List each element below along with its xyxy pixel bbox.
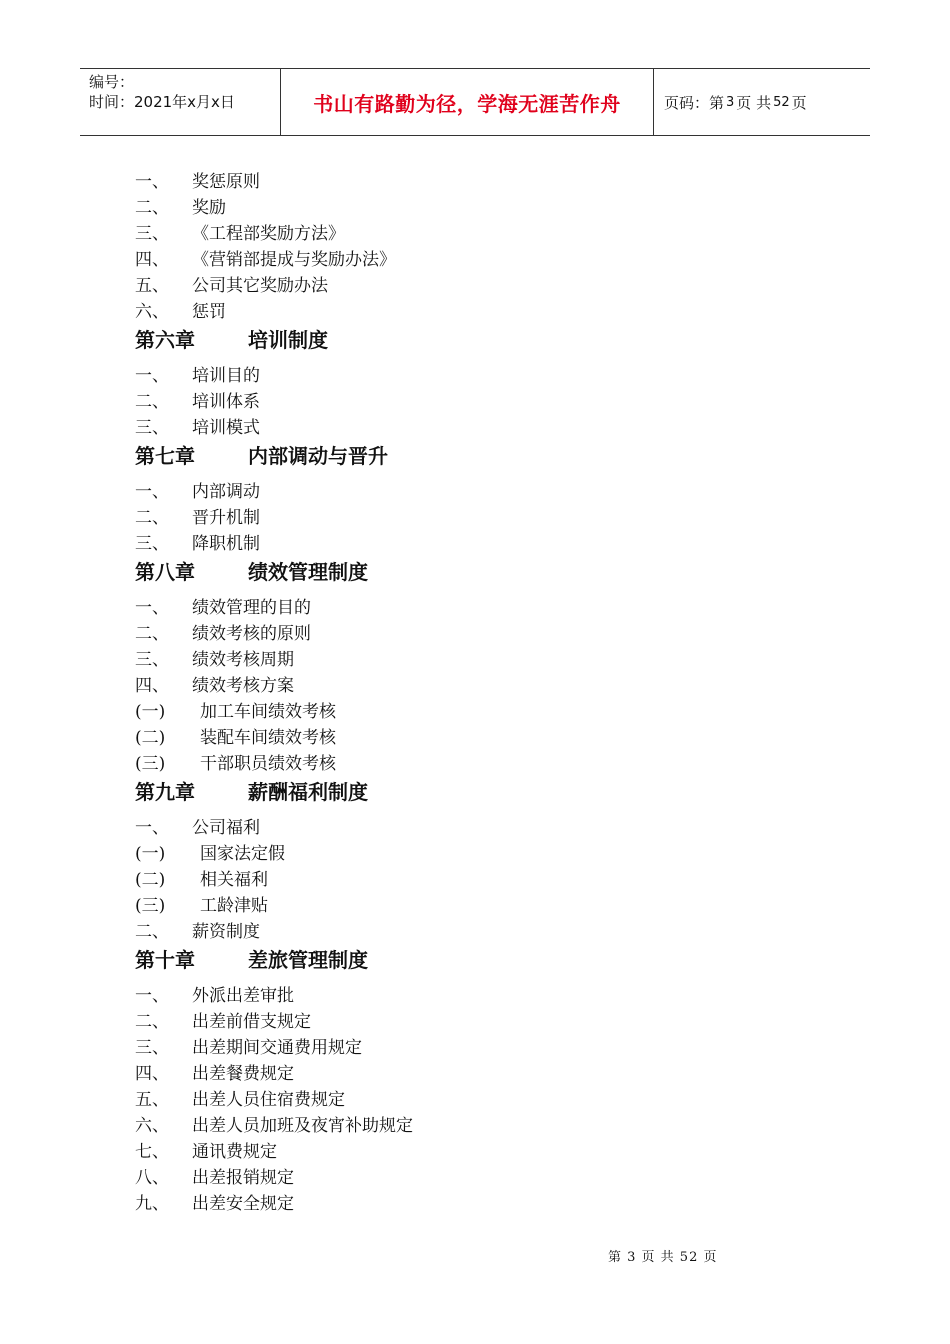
item-marker: (二): [135, 870, 166, 890]
item-marker: 四、: [135, 250, 169, 270]
item-marker: 六、: [135, 1116, 169, 1136]
item-marker: 一、: [135, 172, 169, 192]
item-text: 出差报销规定: [192, 1168, 294, 1188]
item-text: 薪资制度: [192, 922, 260, 942]
toc-item: [135, 273, 835, 299]
toc-item: [135, 595, 835, 621]
header-page-cell: [654, 69, 870, 135]
toc-subitem: [135, 725, 835, 751]
item-marker: (三): [135, 896, 166, 916]
toc-item: [135, 1035, 835, 1061]
item-text: 绩效考核方案: [192, 676, 294, 696]
toc-subitem: [135, 699, 835, 725]
toc-item: [135, 647, 835, 673]
page-number: 3: [726, 94, 735, 110]
chapter-title: 薪酬福利制度: [248, 780, 368, 804]
toc-item: [135, 299, 835, 325]
toc-item: [135, 983, 835, 1009]
item-marker: 八、: [135, 1168, 169, 1188]
toc-item: [135, 1113, 835, 1139]
item-text: 《工程部奖励方法》: [192, 224, 345, 244]
toc-item: [135, 479, 835, 505]
item-marker: 七、: [135, 1142, 169, 1162]
toc-item: [135, 415, 835, 441]
item-marker: 二、: [135, 624, 169, 644]
item-text: 晋升机制: [192, 508, 260, 528]
item-marker: 二、: [135, 392, 169, 412]
item-text: 公司其它奖励办法: [192, 276, 328, 296]
toc-item: [135, 1009, 835, 1035]
item-text: 出差前借支规定: [192, 1012, 311, 1032]
item-text: 出差餐费规定: [192, 1064, 294, 1084]
item-text: 奖励: [192, 198, 226, 218]
toc-item: [135, 247, 835, 273]
toc-item: [135, 673, 835, 699]
item-marker: 四、: [135, 1064, 169, 1084]
item-marker: 二、: [135, 1012, 169, 1032]
page-suffix: 页: [791, 93, 807, 112]
toc-item: [135, 919, 835, 945]
item-text: 培训目的: [192, 366, 260, 386]
item-text: 绩效考核的原则: [192, 624, 311, 644]
chapter-number: 第九章: [135, 780, 195, 804]
item-text: 出差人员加班及夜宵补助规定: [192, 1116, 413, 1136]
header-motto: 书山有路勤为径，学海无涯苦作舟: [313, 91, 621, 116]
toc-item: [135, 531, 835, 557]
toc-item: [135, 1165, 835, 1191]
item-marker: 二、: [135, 922, 169, 942]
chapter-title: 差旅管理制度: [248, 948, 368, 972]
table-of-contents: [135, 169, 835, 1217]
page-total: 52: [773, 94, 790, 110]
page-mid: 页 共: [736, 93, 772, 112]
chapter-number: 第七章: [135, 444, 195, 468]
item-marker: 一、: [135, 986, 169, 1006]
item-marker: (一): [135, 844, 166, 864]
item-marker: 三、: [135, 650, 169, 670]
item-text: 干部职员绩效考核: [200, 754, 336, 774]
item-marker: 三、: [135, 224, 169, 244]
item-marker: 五、: [135, 1090, 169, 1110]
item-marker: 一、: [135, 598, 169, 618]
item-text: 培训模式: [192, 418, 260, 438]
toc-item: [135, 363, 835, 389]
item-text: 装配车间绩效考核: [200, 728, 336, 748]
item-marker: (二): [135, 728, 166, 748]
page-footer: 第 3 页 共 52 页: [608, 1250, 718, 1265]
item-marker: 九、: [135, 1194, 169, 1214]
item-marker: (一): [135, 702, 166, 722]
item-marker: 一、: [135, 366, 169, 386]
chapter-number: 第六章: [135, 328, 195, 352]
chapter-heading: [135, 441, 835, 479]
item-marker: 一、: [135, 818, 169, 838]
item-text: 培训体系: [192, 392, 260, 412]
item-text: 工龄津贴: [200, 896, 268, 916]
item-text: 《营销部提成与奖励办法》: [192, 250, 396, 270]
item-marker: 三、: [135, 534, 169, 554]
toc-subitem: [135, 751, 835, 777]
chapter-title: 绩效管理制度: [248, 560, 368, 584]
chapter-heading: [135, 777, 835, 815]
header-info-cell: [80, 69, 281, 135]
toc-item: [135, 1061, 835, 1087]
item-text: 国家法定假: [200, 844, 285, 864]
chapter-title: 内部调动与晋升: [248, 444, 388, 468]
item-marker: 一、: [135, 482, 169, 502]
item-marker: 六、: [135, 302, 169, 322]
header-motto-cell: [281, 69, 654, 135]
item-text: 公司福利: [192, 818, 260, 838]
item-text: 出差人员住宿费规定: [192, 1090, 345, 1110]
item-text: 加工车间绩效考核: [200, 702, 336, 722]
document-number-label: 编号：: [89, 73, 135, 91]
item-text: 通讯费规定: [192, 1142, 277, 1162]
item-text: 绩效管理的目的: [192, 598, 311, 618]
item-text: 降职机制: [192, 534, 260, 554]
item-text: 出差安全规定: [192, 1194, 294, 1214]
item-marker: 三、: [135, 1038, 169, 1058]
item-text: 奖惩原则: [192, 172, 260, 192]
item-marker: 二、: [135, 508, 169, 528]
chapter-heading: [135, 945, 835, 983]
toc-item: [135, 1139, 835, 1165]
item-text: 相关福利: [200, 870, 268, 890]
toc-item: [135, 389, 835, 415]
document-time-label: 时间：2021年x月x日: [89, 93, 235, 111]
chapter-title: 培训制度: [248, 328, 328, 352]
item-text: 绩效考核周期: [192, 650, 294, 670]
item-text: 出差期间交通费用规定: [192, 1038, 362, 1058]
item-text: 外派出差审批: [192, 986, 294, 1006]
toc-subitem: [135, 893, 835, 919]
item-text: 内部调动: [192, 482, 260, 502]
toc-item: [135, 169, 835, 195]
toc-subitem: [135, 841, 835, 867]
item-marker: 五、: [135, 276, 169, 296]
chapter-heading: [135, 325, 835, 363]
item-marker: 三、: [135, 418, 169, 438]
toc-item: [135, 195, 835, 221]
item-marker: 四、: [135, 676, 169, 696]
toc-item: [135, 505, 835, 531]
page-header: [80, 68, 870, 136]
toc-item: [135, 621, 835, 647]
chapter-heading: [135, 557, 835, 595]
item-marker: 二、: [135, 198, 169, 218]
toc-item: [135, 1087, 835, 1113]
item-text: 惩罚: [192, 302, 226, 322]
page-prefix: 页码：第: [664, 93, 725, 112]
toc-item: [135, 815, 835, 841]
item-marker: (三): [135, 754, 166, 774]
chapter-number: 第十章: [135, 948, 195, 972]
toc-item: [135, 1191, 835, 1217]
toc-item: [135, 221, 835, 247]
toc-subitem: [135, 867, 835, 893]
chapter-number: 第八章: [135, 560, 195, 584]
